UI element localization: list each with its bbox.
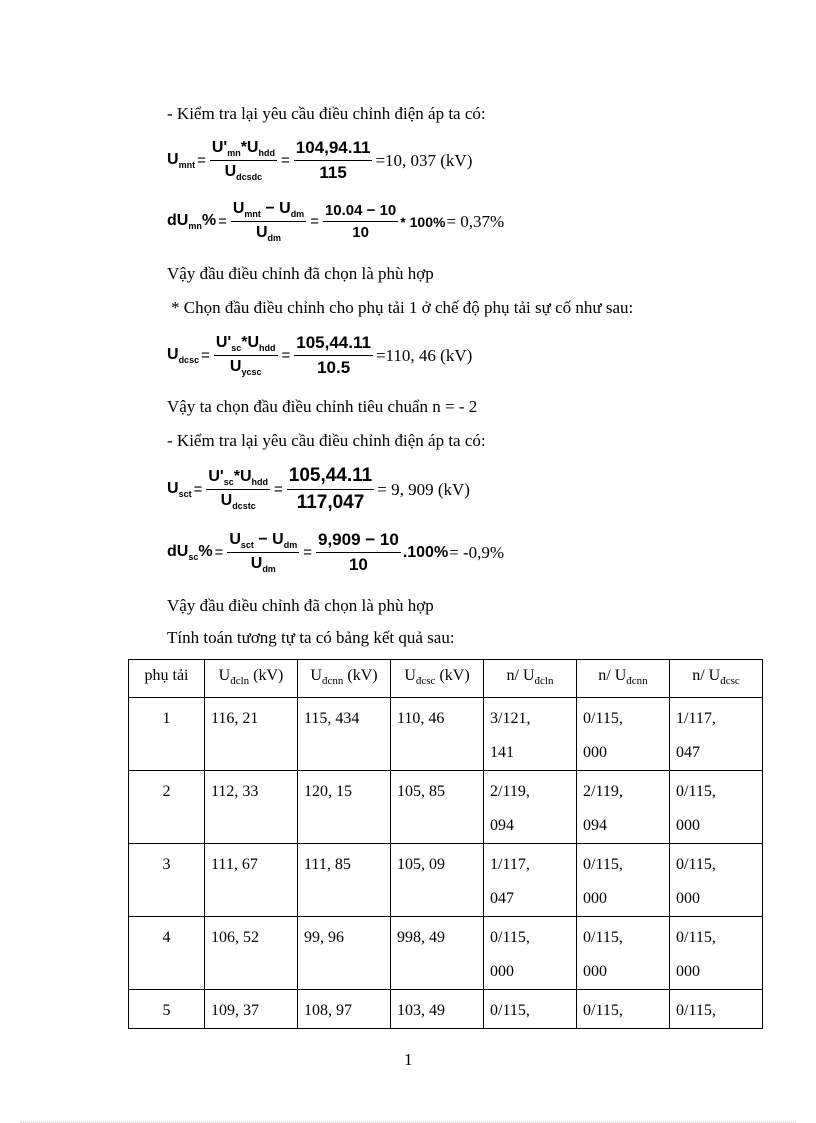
fraction-symbolic: $\frac{U'_{sc}*U_{hdd}}{U_{dcstc}}$ (208, 467, 268, 512)
fraction-symbolic: $\frac{U'_{sc}*U_{hdd}}{U_{ycsc}}$ (215, 333, 276, 378)
fraction-symbolic: $\frac{U_{sct} - U_{dm}}{U_{dm}}$ (229, 530, 298, 575)
header-u-dcln: $U_{đcln}$ (kV) (205, 660, 298, 698)
equation-u-sct: $U_{sct}$ = $\frac{U'_{sc}*U_{hdd}}{U_{dcstc}}$ = $\frac{105,44.11}{117,047}$ = 9, 909 (kV) (167, 465, 470, 513)
header-n-dcsc: n/ $U_{đcsc}$ (670, 660, 763, 698)
fraction-numeric: $\frac{9,909 - 10}{10}$ (317, 530, 399, 574)
text-standard-tap: Vậy ta chọn đầu điều chỉnh tiêu chuẩn n = - 2 (167, 397, 478, 416)
table-row: 2 112, 33 120, 15 105, 85 2/119, 094 2/119, 094 0/115, 000 (129, 771, 763, 844)
table-row: 3 111, 67 111, 85 105, 09 1/117, 047 0/115, 000 0/115, 000 (129, 844, 763, 917)
header-u-dcsc: $U_{đcsc}$ (kV) (391, 660, 484, 698)
text-check-voltage-2: - Kiểm tra lại yêu cầu điều chỉnh điện áp ta có: (167, 431, 486, 450)
header-n-dcnn: n/ $U_{đcnn}$ (577, 660, 670, 698)
equation-u-mnt: $U_{mnt}$ = $\frac{U'_{mn}*U_{hdd}}{U_{dcsdc}}$ = $\frac{104,94.11}{115}$ =10, 037 (kV) (167, 138, 473, 183)
header-u-dcnn: $U_{đcnn}$ (kV) (298, 660, 391, 698)
fraction-numeric: $\frac{105,44.11}{10.5}$ (296, 333, 371, 377)
header-load: phụ tải (129, 660, 205, 698)
table-row: 1 116, 21 115, 434 110, 46 3/121, 141 0/115, 000 1/117, 047 (129, 698, 763, 771)
fraction-symbolic: $\frac{U'_{mn}*U_{hdd}}{U_{dcsdc}}$ (211, 138, 275, 183)
header-n-dcln: n/ $U_{đcln}$ (484, 660, 577, 698)
fraction-symbolic: $\frac{U_{mnt} - U_{dm}}{U_{dm}}$ (232, 200, 305, 244)
text-conclusion-1: Vậy đầu điều chỉnh đã chọn là phù hợp (167, 264, 434, 283)
text-check-voltage-1: - Kiểm tra lại yêu cầu điều chỉnh điện áp ta có: (167, 104, 486, 123)
table-row: 4 106, 52 99, 96 998, 49 0/115, 000 0/115, 000 0/115, 000 (129, 917, 763, 990)
table-row: 5 109, 37 108, 97 103, 49 0/115, 0/115, 0/115, (129, 990, 763, 1029)
equation-du-sc: $dU_{sc}\%$ = $\frac{U_{sct} - U_{dm}}{U_{dm}}$ = $\frac{9,909 - 10}{10}$ .100% = -0,9% (167, 530, 505, 575)
text-conclusion-2: Vậy đầu điều chỉnh đã chọn là phù hợp (167, 596, 434, 615)
table-header-row (129, 660, 763, 698)
fraction-numeric: $\frac{104,94.11}{115}$ (295, 138, 371, 182)
results-table (128, 659, 763, 1029)
fraction-numeric: $\frac{105,44.11}{117,047}$ (288, 465, 373, 513)
fraction-numeric: $\frac{10.04 - 10}{10}$ (324, 202, 397, 242)
page-number: 1 (404, 1050, 413, 1069)
equation-du-mn: $dU_{mn}\%$ = $\frac{U_{mnt} - U_{dm}}{U_{dm}}$ = $\frac{10.04 - 10}{10}$ * 100% = 0,37% (167, 200, 505, 244)
text-table-intro: Tính toán tương tự ta có bảng kết quả sau: (167, 628, 455, 647)
text-choose-tap: * Chọn đầu điều chỉnh cho phụ tải 1 ở chế độ phụ tải sự cố như sau: (171, 298, 634, 317)
equation-u-dcsc: $U_{dcsc}$ = $\frac{U'_{sc}*U_{hdd}}{U_{ycsc}}$ = $\frac{105,44.11}{10.5}$ =110, 46 (kV) (167, 333, 473, 378)
